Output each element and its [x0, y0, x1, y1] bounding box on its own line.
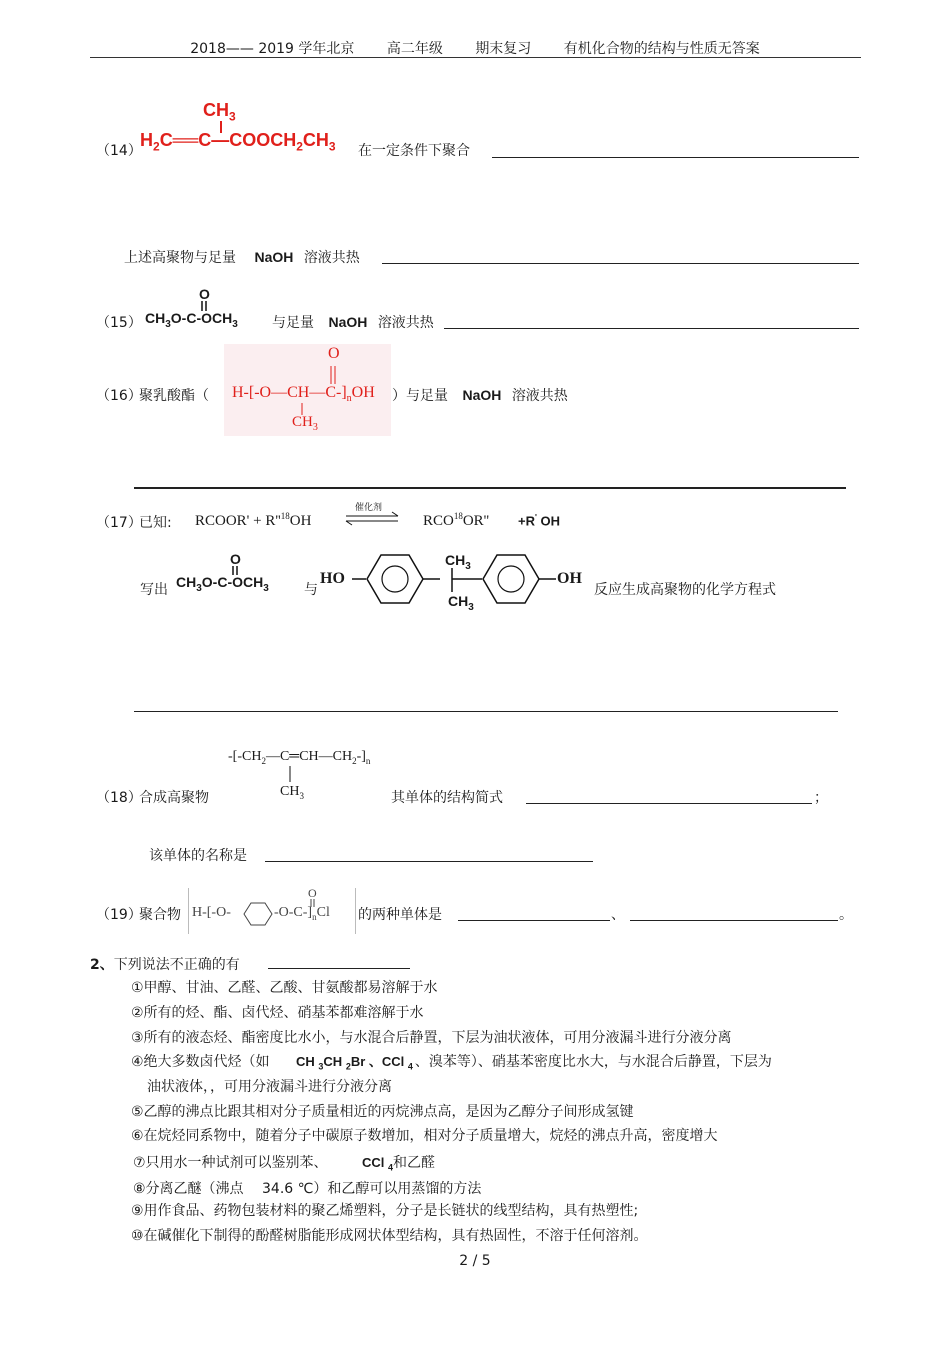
- q19-number: （19）: [96, 907, 142, 923]
- q2-item-8-head: ⑧分离乙醚（沸点: [133, 1181, 244, 1197]
- q2-item-10: ⑩在碱催化下制得的酚醛树脂能形成网状体型结构，具有热固性，不溶于任何溶剂。: [131, 1228, 648, 1244]
- q17-bisphenol-top: $CH_3$: [445, 552, 471, 572]
- q14-follow-pre: 上述高聚物与足量: [124, 250, 236, 266]
- q15-text-post: 溶液共热: [377, 315, 434, 331]
- q2-item-6: ⑥在烷烃同系物中，随着分子中碳原子数增加，相对分子质量增大，烷烃的沸点升高，密度增大: [131, 1128, 718, 1144]
- q17-reagent1-o: O: [230, 551, 241, 567]
- q2-item-7: [133, 1152, 435, 1173]
- q14-formula-sub: $CH_3$: [203, 100, 236, 124]
- q2-item-4-tail: 、溴苯等）、硝基苯密度比水大，与水混合后静置，下层为: [414, 1054, 772, 1070]
- q14-number: （14）: [96, 143, 142, 159]
- q2-item-3: ③所有的液态烃、酯密度比水小，与水混合后静置，下层为油状液体，可用分液漏斗进行分液分离: [131, 1030, 732, 1046]
- q18-text: 其单体的结构简式: [391, 790, 503, 806]
- header-topic: 有机化合物的结构与性质无答案: [563, 41, 760, 57]
- header-grade: 高二年级: [386, 41, 443, 57]
- q2-answer-line: [268, 968, 410, 969]
- q15-text-pre: 与足量: [272, 315, 314, 331]
- header-year: 2018—— 2019 学年北京: [190, 41, 355, 57]
- q17-catalyst: 催化剂: [355, 503, 383, 513]
- q16-number: （16）: [96, 388, 142, 404]
- q19-answer-line-1: [458, 920, 610, 921]
- q15-naoh: NaOH: [328, 314, 368, 330]
- q2-item-4-formula: CH $_3$CH $_2$Br 、CCl $_4$: [296, 1054, 413, 1072]
- q15-number: （15）: [96, 315, 142, 331]
- q2-title-text: 下列说法不正确的有: [113, 957, 240, 973]
- q18-polymer: $-[-CH_2—C═CH—CH_2-]_n$: [228, 749, 371, 766]
- q17-with: 与: [304, 582, 318, 598]
- q16-formula: $H-[-O—CH—C-]_nOH$: [232, 384, 375, 405]
- q2-item-4: [131, 1051, 772, 1072]
- q18-name-label: 该单体的名称是: [149, 848, 247, 864]
- q2-item-9: ⑨用作食品、药物包装材料的聚乙烯塑料，分子是长链状的线型结构，具有热塑性;: [131, 1203, 639, 1219]
- q19-label: 聚合物: [139, 907, 181, 923]
- q18-polymer-sub: $CH_3$: [280, 784, 304, 801]
- q17-number: （17）: [96, 515, 142, 531]
- q2-item-4-cont: 油状液体，，可用分液漏斗进行分液分离: [147, 1079, 392, 1095]
- q2-item-7-tail: 和乙醛: [393, 1155, 436, 1171]
- q17-write: 写出: [140, 582, 168, 598]
- q17-bisphenol-bottom: $CH_3$: [448, 593, 474, 613]
- q16-close: ）与足量: [392, 388, 448, 404]
- q2-item-7-head: ⑦只用水一种试剂可以鉴别苯、: [133, 1155, 328, 1171]
- q17-bisphenol-left: HO: [320, 570, 345, 587]
- q18-label: 合成高聚物: [139, 790, 209, 806]
- q2-item-8: [133, 1178, 481, 1198]
- q17-tail: 反应生成高聚物的化学方程式: [594, 582, 776, 598]
- q19-text: 的两种单体是: [358, 907, 442, 923]
- q2-title: [90, 954, 240, 974]
- q16-label: 聚乳酸酯（: [139, 388, 209, 404]
- q19-sep: 、: [611, 907, 625, 923]
- q14-text: 在一定条件下聚合: [358, 143, 470, 159]
- q17-reactants: RCOOR' + $R''^{18}OH$: [195, 511, 312, 529]
- q2-item-2: ②所有的烃、酯、卤代烃、硝基苯都难溶解于水: [131, 1005, 424, 1021]
- q19-polymer-o: O: [308, 886, 317, 900]
- q17-known: 已知:: [139, 515, 172, 531]
- q14-follow-post: 溶液共热: [303, 250, 360, 266]
- q2-item-8-tail: ）和乙醇可以用蒸馏的方法: [313, 1181, 482, 1197]
- q16-formula-ch3: $CH_3$: [292, 414, 318, 433]
- header-term: 期末复习: [475, 41, 532, 57]
- q2-item-7-formula: CCl $_4$: [362, 1155, 394, 1173]
- q17-product2: +R' OH: [518, 513, 561, 529]
- q2-item-5: ⑤乙醇的沸点比跟其相对分子质量相近的丙烷沸点高，是因为乙醇分子间形成氢键: [131, 1104, 634, 1120]
- q14-naoh: NaOH: [254, 249, 294, 265]
- q2-item-4-head: ④绝大多数卤代烃（如: [131, 1054, 270, 1070]
- q2-item-8-value: 34.6 ℃: [262, 1181, 314, 1197]
- q19-end: 。: [839, 907, 853, 923]
- q19-answer-line-2: [630, 920, 838, 921]
- q19-polymer-right: $-O-C-]_nCl$: [274, 905, 330, 922]
- q16-formula-o: O: [328, 345, 340, 362]
- q2-item-1: ①甲醇、甘油、乙醛、乙酸、甘氨酸都易溶解于水: [131, 980, 438, 996]
- q16-text-post: 溶液共热: [511, 388, 568, 404]
- q15-formula: $CH_3O-C-OCH_3$: [145, 310, 238, 330]
- q17-bisphenol-right: OH: [557, 570, 582, 587]
- q18-semicolon: ；: [814, 790, 828, 806]
- q16-naoh: NaOH: [462, 387, 502, 403]
- q19-polymer-left: H-[-O-: [192, 905, 231, 920]
- page-number: 2 / 5: [459, 1253, 491, 1269]
- q15-formula-o: O: [199, 286, 210, 302]
- q18-number: （18）: [96, 790, 142, 806]
- q17-products: RCO$^{18}$OR'': [423, 511, 490, 529]
- q17-reagent1: $CH_3O-C-OCH_3$: [176, 574, 269, 594]
- q14-formula: $H_2C══C—COOCH_2CH_3$: [140, 130, 336, 154]
- q2-number: 2、: [90, 957, 114, 973]
